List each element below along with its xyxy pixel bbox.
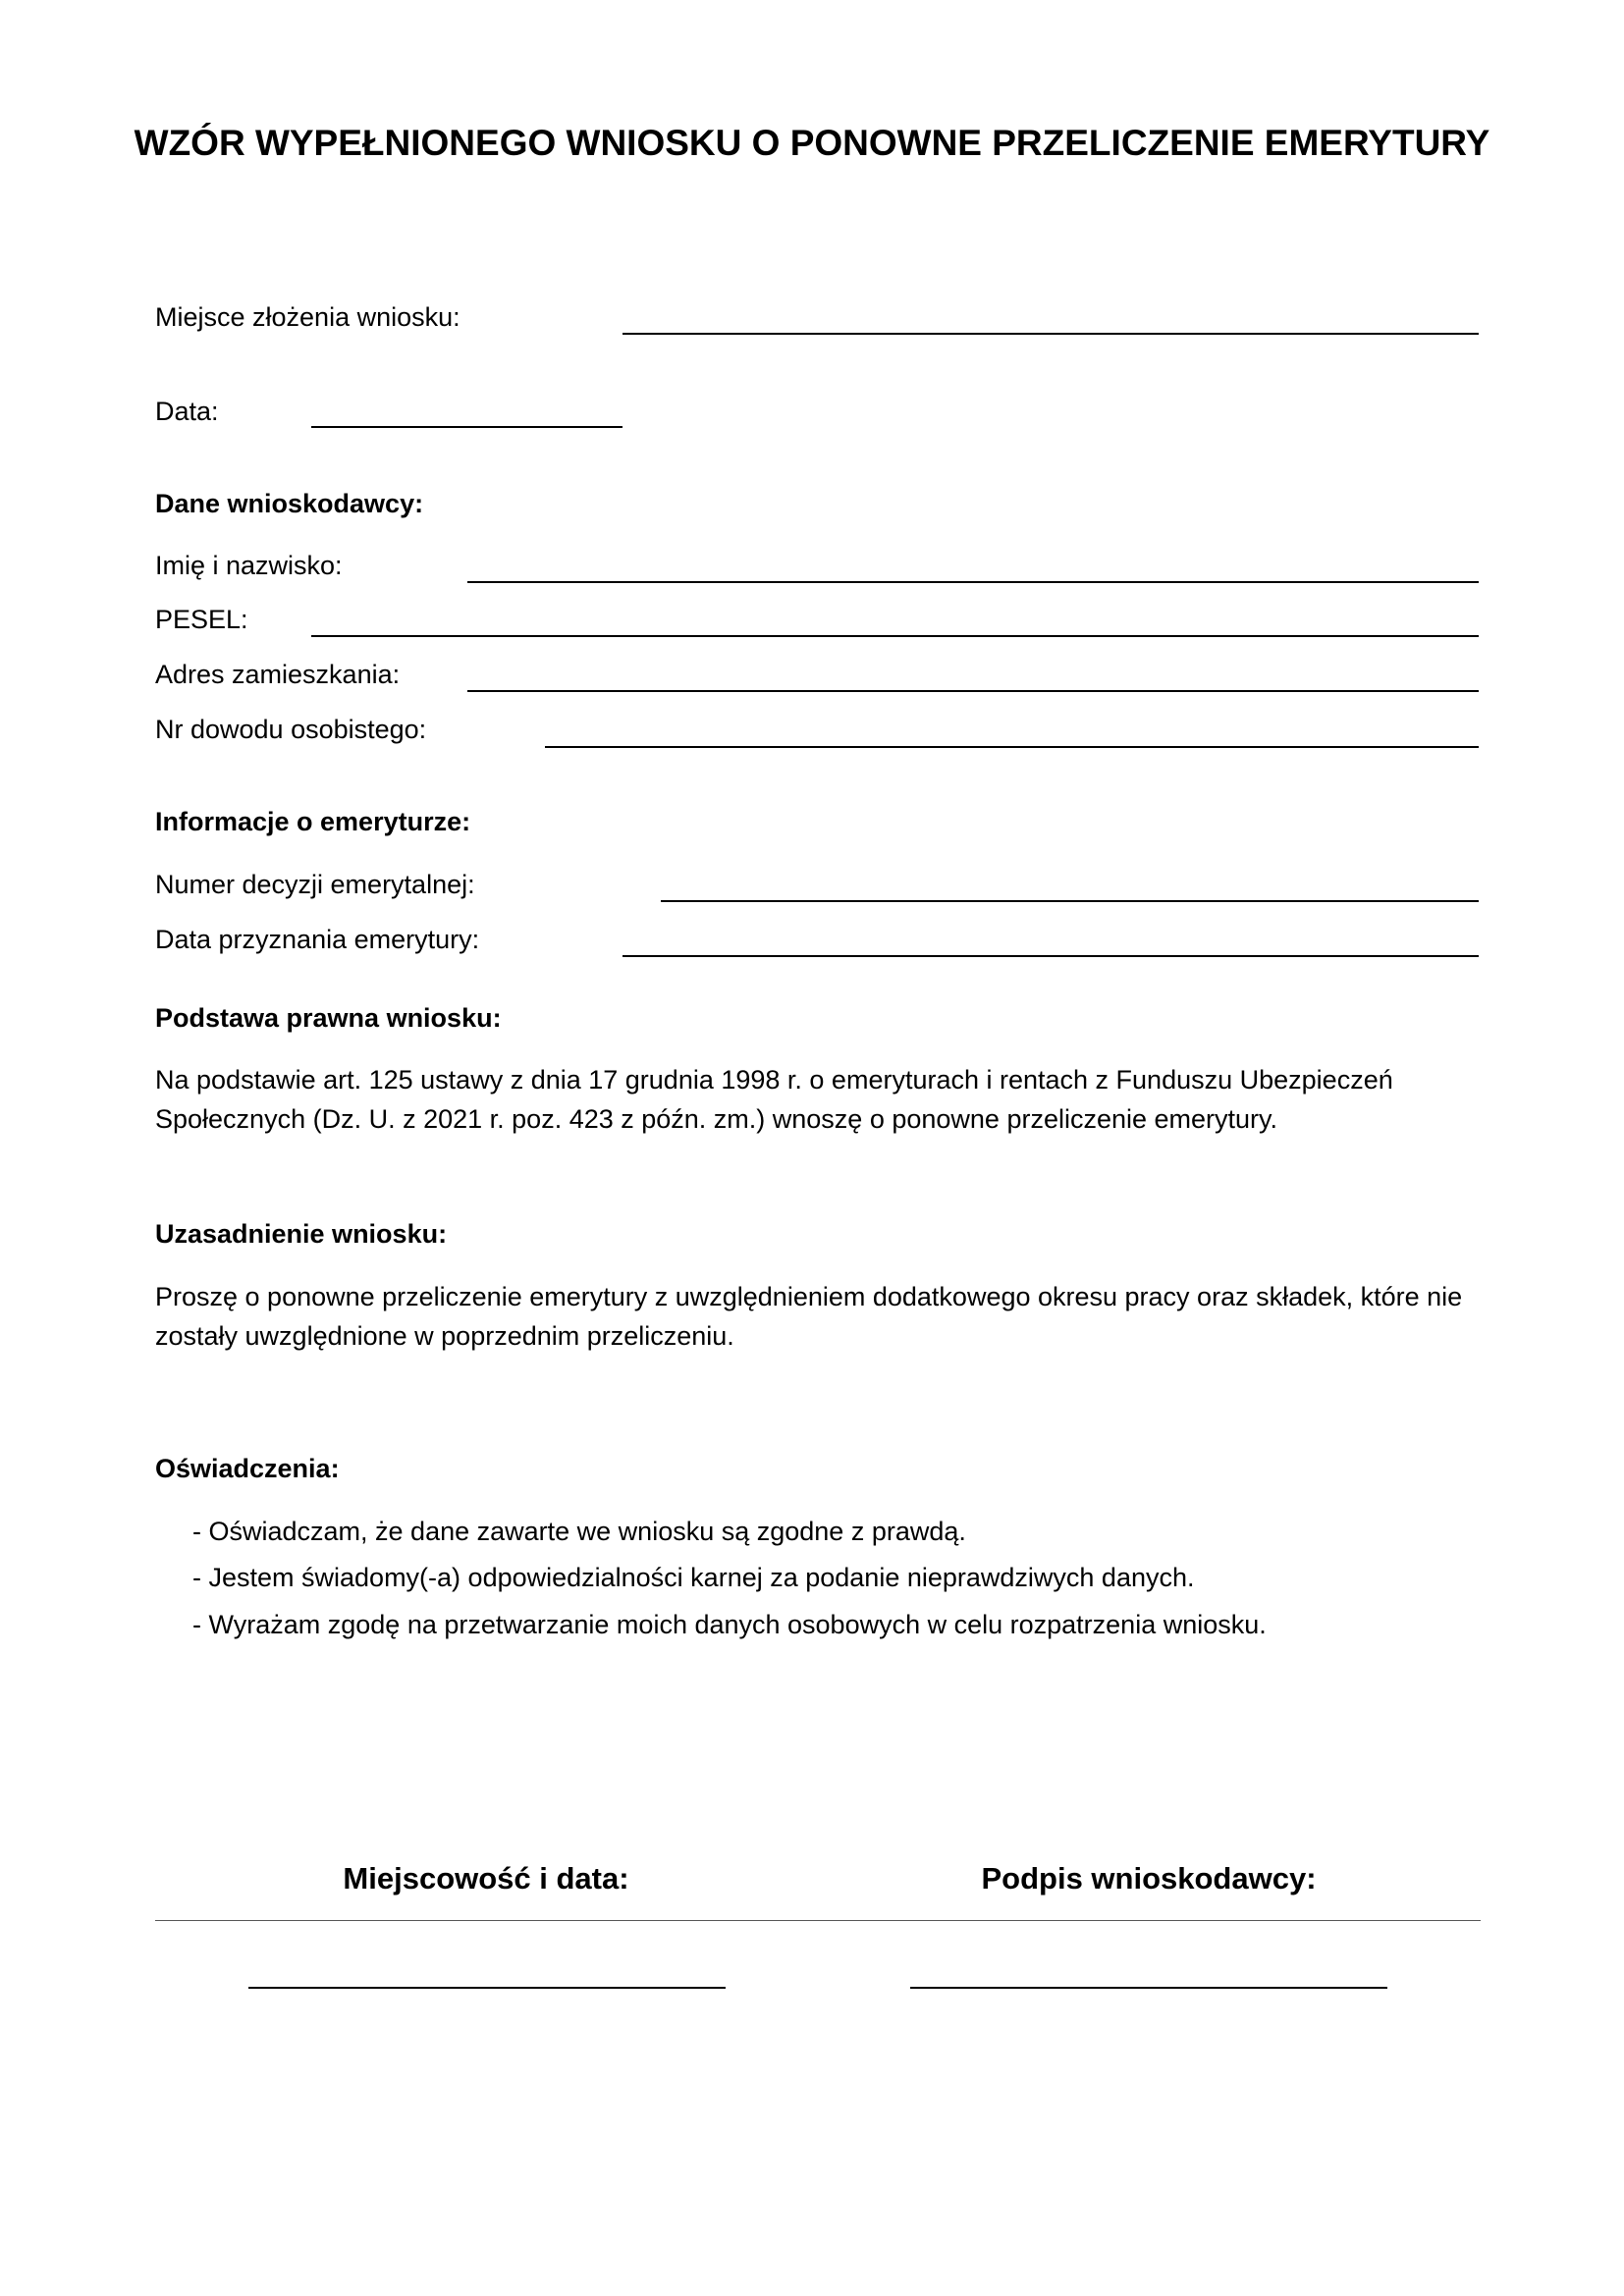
- place-and-date-signature-line[interactable]: [248, 1987, 726, 1989]
- pension-heading: Informacje o emeryturze:: [155, 807, 471, 836]
- justification-text: Proszę o ponowne przeliczenie emerytury z uwzględnieniem dodatkowego okresu pracy oraz składek, które nie zostały uwzględnione w poprzednim przeliczeniu.: [155, 1282, 1463, 1351]
- name-field-line[interactable]: [467, 581, 1479, 583]
- id-number-field-line[interactable]: [545, 746, 1479, 748]
- declaration-item: - Oświadczam, że dane zawarte we wniosku są zgodne z prawdą.: [192, 1517, 966, 1546]
- name-label: Imię i nazwisko:: [155, 551, 343, 580]
- pesel-field-line[interactable]: [311, 635, 1479, 637]
- address-field-line[interactable]: [467, 690, 1479, 692]
- grant-date-field-line[interactable]: [623, 955, 1479, 957]
- decision-number-field-line[interactable]: [661, 900, 1479, 902]
- declaration-item: - Wyrażam zgodę na przetwarzanie moich danych osobowych w celu rozpatrzenia wniosku.: [192, 1610, 1267, 1639]
- place-label: Miejsce złożenia wniosku:: [155, 302, 460, 332]
- decision-number-label: Numer decyzji emerytalnej:: [155, 870, 475, 899]
- legal-basis-text: Na podstawie art. 125 ustawy z dnia 17 grudnia 1998 r. o emeryturach i rentach z Funduszu Ubezpieczeń Społecznych (Dz. U. z 2021 r. poz. 423 z późn. zm.) wnoszę o ponowne przeliczenie emerytury.: [155, 1065, 1393, 1134]
- applicant-signature-line[interactable]: [910, 1987, 1387, 1989]
- declaration-item: - Jestem świadomy(-a) odpowiedzialności karnej za podanie nieprawdziwych danych.: [192, 1563, 1195, 1592]
- document-title: WZÓR WYPEŁNIONEGO WNIOSKU O PONOWNE PRZELICZENIE EMERYTURY: [134, 123, 1490, 163]
- grant-date-label: Data przyznania emerytury:: [155, 925, 480, 954]
- declarations-heading: Oświadczenia:: [155, 1454, 340, 1483]
- address-label: Adres zamieszkania:: [155, 660, 401, 689]
- divider: [155, 1920, 1481, 1921]
- legal-basis-heading: Podstawa prawna wniosku:: [155, 1003, 502, 1033]
- date-label: Data:: [155, 397, 219, 426]
- date-field-line[interactable]: [311, 426, 623, 428]
- justification-heading: Uzasadnienie wniosku:: [155, 1219, 448, 1249]
- id-number-label: Nr dowodu osobistego:: [155, 715, 427, 744]
- pesel-label: PESEL:: [155, 605, 248, 634]
- applicant-heading: Dane wnioskodawcy:: [155, 489, 424, 518]
- place-field-line[interactable]: [623, 333, 1479, 335]
- signature-heading: Podpis wnioskodawcy:: [981, 1861, 1317, 1896]
- place-and-date-heading: Miejscowość i data:: [343, 1861, 629, 1896]
